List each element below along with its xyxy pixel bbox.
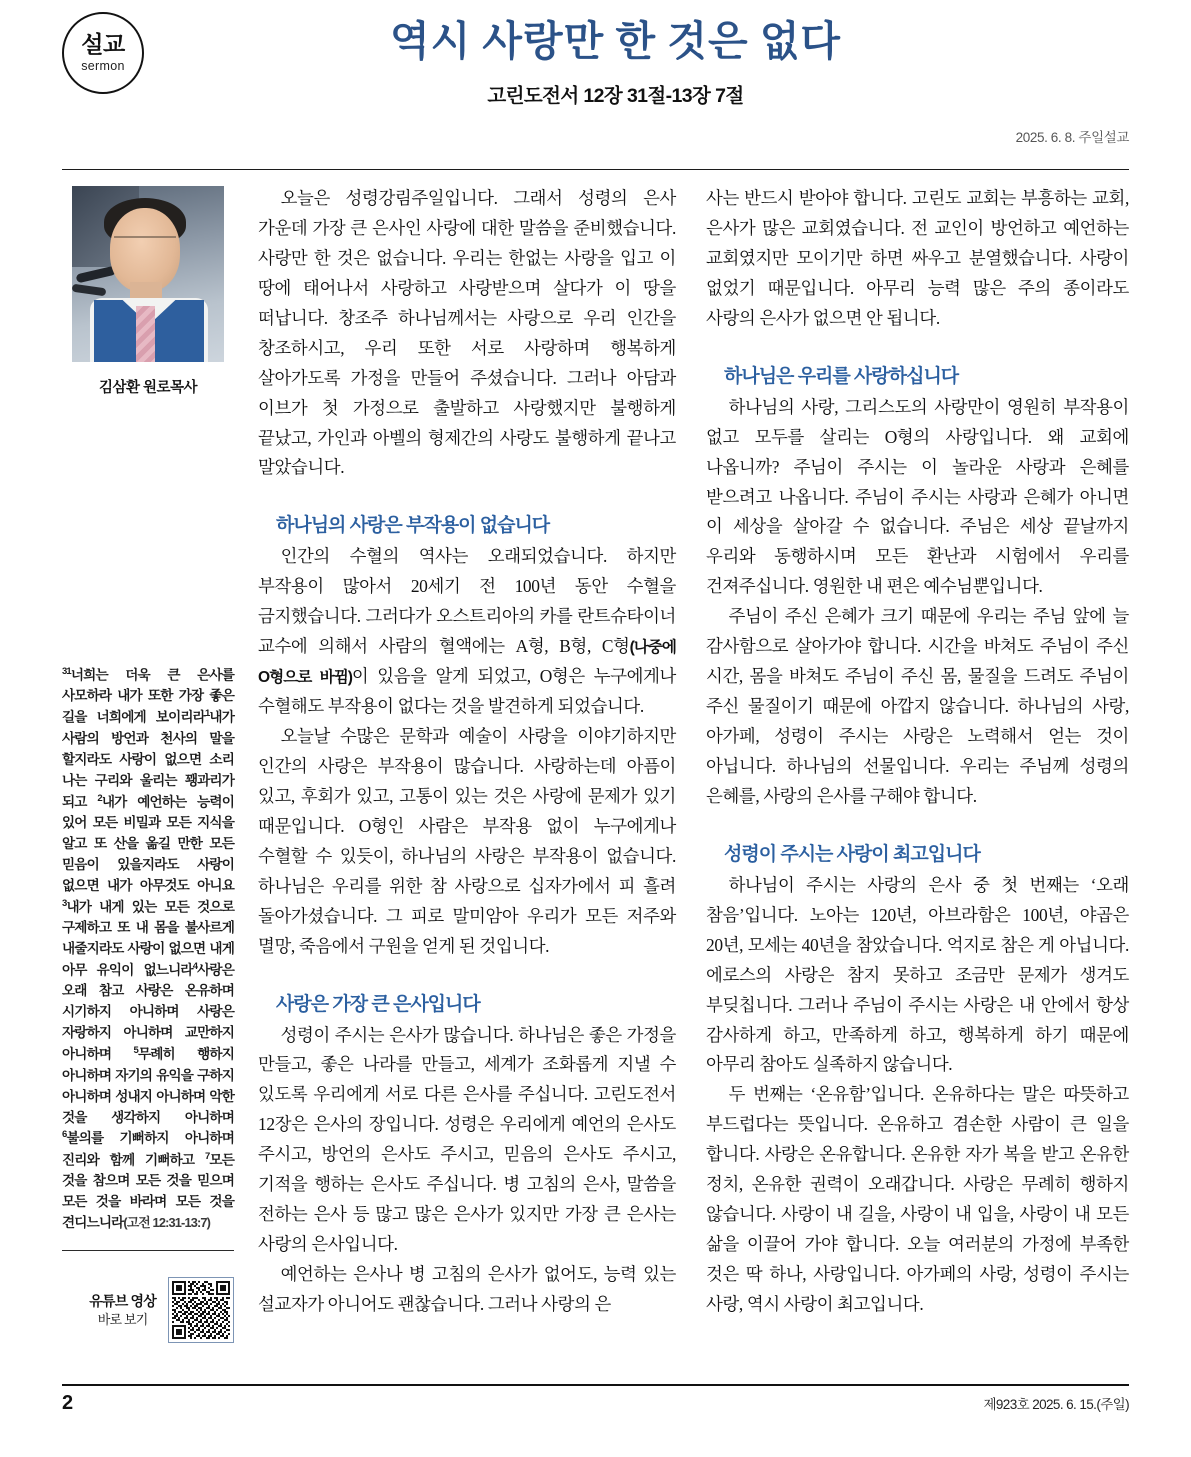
section-heading: 성령이 주시는 사랑이 최고입니다 [724,843,980,865]
qr-label-line1: 유튜브 영상 [89,1292,156,1309]
article-paragraph: 주님이 주신 은혜가 크기 때문에 우리는 주님 앞에 늘 감사함으로 살아가야 합니다. 시간을 바쳐도 주님이 주신 시간, 몸을 바쳐도 주님이 주신 몸, 물질을 드려도 주님이 주신 물질이기 때문에 아깝지 않습니다. 하나님의 사랑, 아가페, 성령이 주시는 사랑은 노력해서 얻는 것이 아닙니다. 하나님의 선물입니다. 우리는 주님께 성령의 은혜를, 사랑의 은사를 구해야 합니다. [706,606,1129,806]
sermon-date: 2025. 6. 8. 주일설교 [1015,130,1129,146]
page-header [62,0,1129,160]
section-heading: 하나님의 사랑은 부작용이 없습니다 [276,515,550,537]
sermon-stamp-english-label: sermon [81,59,125,74]
scripture-passage-text: $^{31}$너희는 더욱 큰 은사를 사모하라 내가 또한 가장 좋은 길을 너희에게 보이리라$^1$내가 사람의 방언과 천사의 말을 할지라도 사랑이 없으면 소리 나는 구리와 울리는 꽹과리가 되고 $^2$내가 예언하는 능력이 있어 모든 비밀과 모든 지식을 알고 또 산을 옮길 만한 모든 믿음이 있을지라도 사랑이 없으면 내가 아무것도 아니요 $^3$내가 내게 있는 모든 것으로 구제하고 또 내 몸을 불사르게 내줄지라도 사랑이 없으면 내게 아무 유익이 없느니라$^4$사랑은 오래 참고 사랑은 온유하며 시기하지 아니하며 사랑은 자랑하지 아니하며 교만하지 아니하며 $^5$무례히 행하지 아니하며 자기의 유익을 구하지 아니하며 성내지 아니하며 악한 것을 생각하지 아니하며 $^6$불의를 기뻐하지 아니하며 진리와 함께 기뻐하고 $^7$모든 것을 참으며 모든 것을 믿으며 모든 것을 바라며 모든 것을 견디느니라(고전 12:31-13:7) [62,666,234,1231]
article-paragraph: 하나님의 사랑, 그리스도의 사랑만이 영원히 부작용이 없고 모두를 살리는 O형의 사랑입니다. 왜 교회에 나옵니까? 주님이 주시는 이 놀라운 사랑과 은혜를 받으려고 나옵니다. 주님이 주시는 사랑과 은혜가 아니면 이 세상을 살아갈 수 없습니다. 주님은 세상 끝날까지 우리와 동행하시며 모든 환난과 시험에서 우리를 건져주십니다. 영원한 내 편은 예수님뿐입니다. [706,396,1129,597]
qr-label-line2: 바로 보기 [97,1311,148,1327]
footer-divider [62,1384,1129,1386]
article-paragraph: 예언하는 은사나 병 고침의 은사가 없어도, 능력 있는 설교자가 아니어도 괜찮습니다. 그러나 사랑의 은 [258,1264,676,1314]
header-divider [62,169,1129,170]
sermon-stamp-badge [62,12,144,94]
verse-number: 2 [97,792,102,804]
sidebar-column [62,184,248,1343]
inline-emphasis: (나중에 O형으로 바뀜) [258,639,676,687]
verse-number: 1 [204,708,210,720]
youtube-qr-block[interactable] [62,1277,234,1343]
page-number: 2 [62,1392,74,1414]
verse-number: 31 [62,666,71,677]
verse-number: 6 [62,1129,67,1141]
article-paragraph: 오늘은 성령강림주일입니다. 그래서 성령의 은사 가운데 가장 큰 은사인 사랑에 대한 말씀을 준비했습니다. 사랑만 한 것은 없습니다. 우리는 한없는 사랑을 입고 이 땅에 태어나서 사랑하고 사랑받으며 살다가 이 땅을 떠납니다. 창조주 하나님께서는 사랑으로 우리 인간을 창조하시고, 우리 또한 서로 사랑하며 행복하게 살아가도록 가정을 만들어 주셨습니다. 그러나 아담과 이브가 첫 가정으로 출발하고 사랑했지만 불행하게 끝났고, 가인과 아벨의 형제간의 사랑도 불행하게 끝나고 말았습니다. [258,188,676,478]
preacher-portrait-photo [72,186,224,362]
scripture-reference: 고린도전서 12장 31절-13장 7절 [487,85,744,108]
article-paragraph: 오늘날 수많은 문학과 예술이 사랑을 이야기하지만 인간의 사랑은 부작용이 많습니다. 사랑하는데 아픔이 있고, 후회가 있고, 고통이 있는 것은 사랑에 문제가 있기 때문입니다. O형인 사람은 부작용 없이 누구에게나 수혈할 수 있듯이, 하나님의 사랑은 부작용이 없습니다. 하나님은 우리를 위한 참 사랑으로 십자가에서 피 흘려 돌아가셨습니다. 그 피로 말미암아 우리가 모든 저주와 멸망, 죽음에서 구원을 얻게 된 것입니다. [258,726,676,956]
verse-number: 7 [204,1150,210,1162]
section-heading: 사랑은 가장 큰 은사입니다 [276,993,480,1015]
sidebar-divider [62,1250,234,1251]
page-title: 역시 사랑만 한 것은 없다 [389,18,842,64]
content-columns [62,184,1129,1343]
article-paragraph: 인간의 수혈의 역사는 오래되었습니다. 하지만 부작용이 많아서 20세기 전 100년 동안 수혈을 금지했습니다. 그러다가 오스트리아의 카를 란트슈타이너 교수에 의해서 사람의 혈액에는 A형, B형, C형(나중에 O형으로 바뀜)이 있음을 알게 되었고, O형은 누구에게나 수혈해도 부작용이 없다는 것을 발견하게 되었습니다. [258,546,676,717]
verse-number: 4 [192,961,198,973]
page-footer [62,1384,1129,1415]
qr-code-icon[interactable] [168,1277,234,1343]
verse-number: 3 [62,897,67,909]
portrait-caption: 김삼환 원로목사 [98,380,198,396]
article-column-right [688,184,1129,1343]
article-paragraph: 하나님이 주시는 사랑의 은사 중 첫 번째는 ‘오래 참음’입니다. 노아는 120년, 아브라함은 100년, 야곱은 20년, 모세는 40년을 참았습니다. 억지로 참은 게 아닙니다. 에로스의 사랑은 참지 못하고 조금만 문제가 생겨도 부딪칩니다. 그러나 주님이 주시는 사랑은 내 안에서 항상 감사하게 하고, 만족하게 하고, 행복하게 하기 때문에 아무리 참아도 실족하지 않습니다. [706,874,1129,1075]
qr-code-svg [172,1281,230,1339]
article-paragraph: 두 번째는 ‘온유함’입니다. 온유하다는 말은 따뜻하고 부드럽다는 뜻입니다. 온유하고 겸손한 사람이 큰 일을 합니다. 사랑은 온유합니다. 온유한 자가 복을 받고 온유한 정치, 온유한 권력이 오래갑니다. 사랑은 무례히 행하지 않습니다. 사랑이 내 길을, 사랑이 내 입을, 사랑이 내 모든 삶을 이끌어 가야 합니다. 오늘 여러분의 가정에 부족한 것은 딱 하나, 사랑입니다. 아가페의 사랑, 성령이 주시는 사랑, 역시 사랑이 최고입니다. [706,1084,1129,1314]
verse-number: 5 [133,1045,138,1057]
sermon-stamp-korean-label: 설교 [81,31,125,58]
title-block [102,0,1129,108]
issue-info: 제923호 2025. 6. 15.(주일) [983,1397,1129,1412]
qr-label [89,1292,156,1328]
section-heading: 하나님은 우리를 사랑하십니다 [724,365,959,387]
article-paragraph: 성령이 주시는 은사가 많습니다. 하나님은 좋은 가정을 만들고, 좋은 나라를 만들고, 세계가 조화롭게 지낼 수 있도록 우리에게 서로 다른 은사를 주십니다. 고린도전서 12장은 은사의 장입니다. 성령은 우리에게 예언의 은사도 주시고, 방언의 은사도 주시고, 믿음의 은사도 주시고, 기적을 행하는 은사도 주십니다. 병 고침의 은사, 말씀을 전하는 은사 등 많고 많은 은사가 있지만 가장 큰 은사는 사랑의 은사입니다. [258,1024,676,1255]
article-paragraph: 사는 반드시 받아야 합니다. 고린도 교회는 부흥하는 교회, 은사가 많은 교회였습니다. 전 교인이 방언하고 예언하는 교회였지만 모이기만 하면 싸우고 분열했습니다. 사랑이 없었기 때문입니다. 아무리 능력 많은 주의 종이라도 사랑의 은사가 없으면 안 됩니다. [706,188,1129,328]
verse-citation: (고전 12:31-13:7) [123,1215,211,1231]
article-column-left [248,184,688,1343]
